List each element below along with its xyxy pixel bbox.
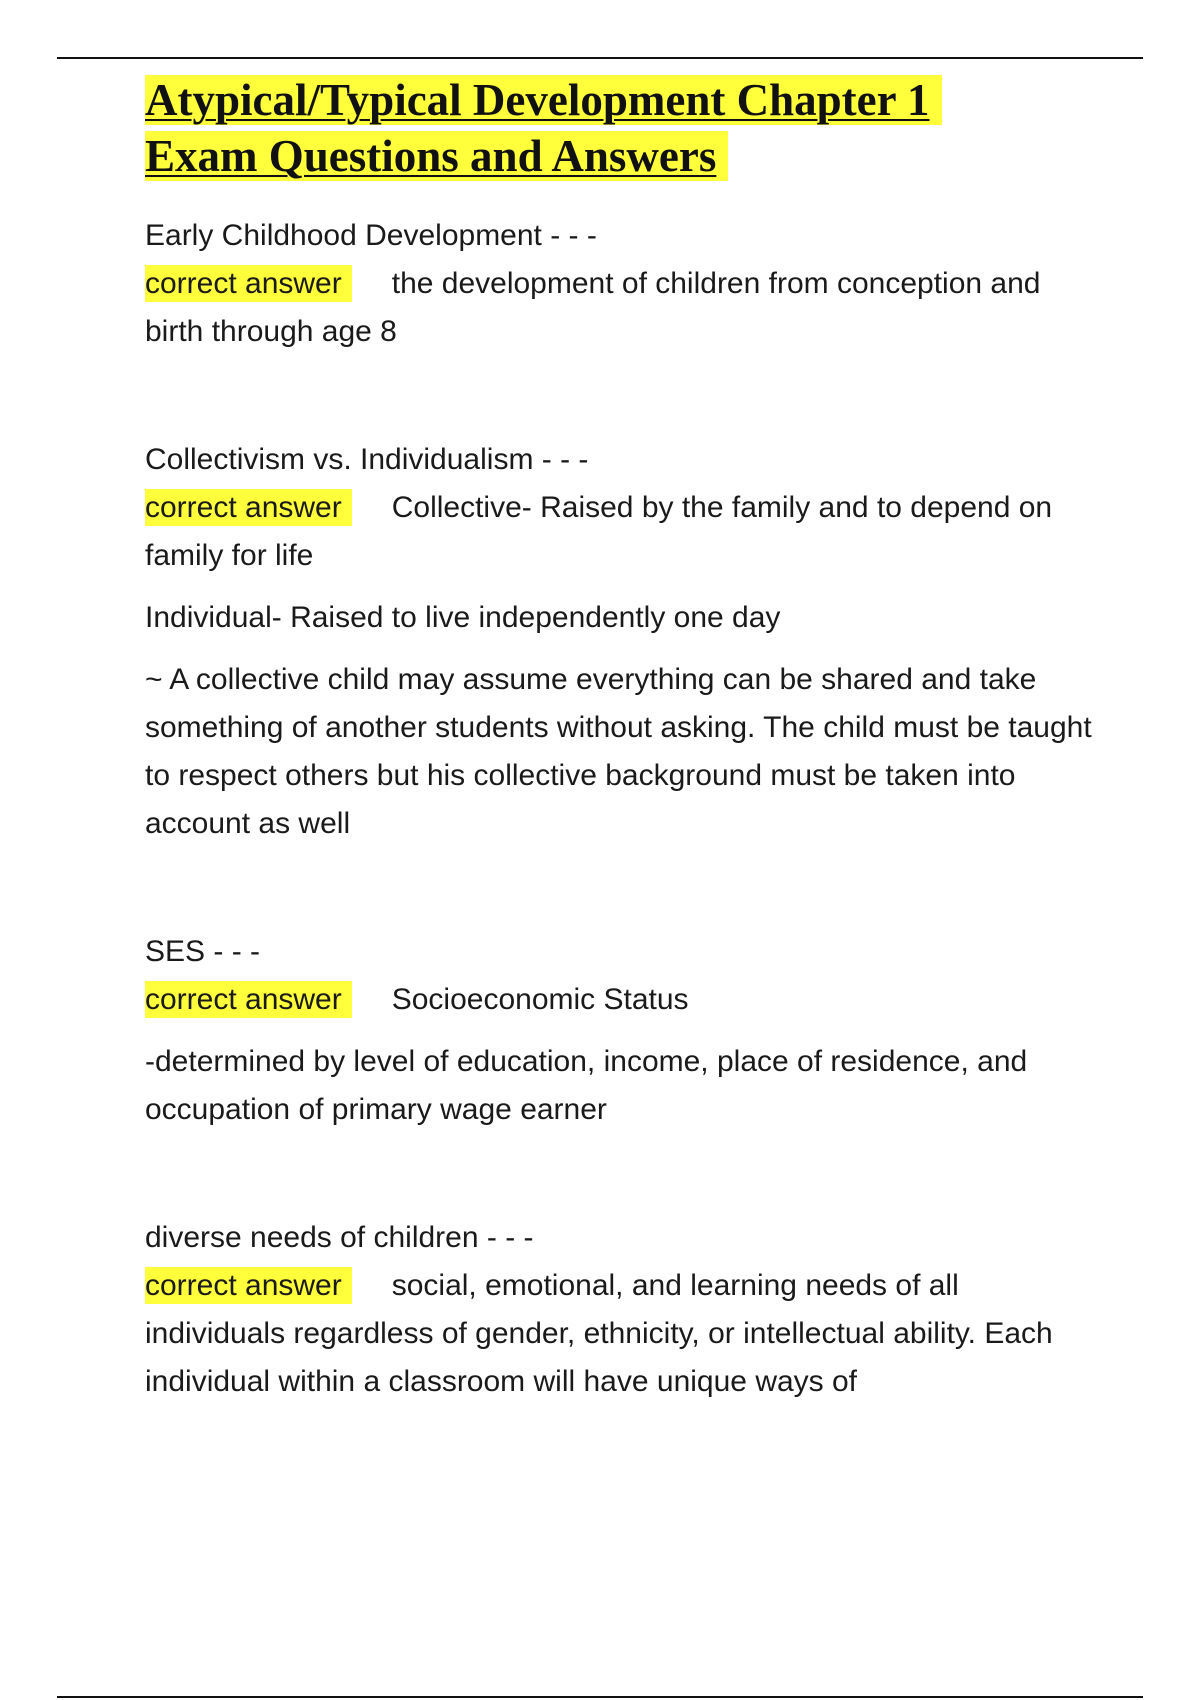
question-text: Early Childhood Development - - -: [145, 219, 597, 252]
document-title: [145, 72, 1105, 184]
answer-detail: Individual- Raised to live independently one day: [145, 601, 781, 634]
document-body: [145, 72, 1105, 1406]
answer-text: the development of children from conception and birth through age 8: [145, 267, 1041, 348]
qa-entry-collectivism: [145, 436, 1105, 848]
bottom-rule: [57, 1696, 1143, 1698]
question-text: SES - - -: [145, 935, 261, 968]
qa-entry-diverse-needs: [145, 1214, 1105, 1406]
answer-text: Socioeconomic Status: [391, 983, 689, 1016]
answer-detail: -determined by level of education, income, place of residence, and occupation of primary wage earner: [145, 1045, 1028, 1126]
top-rule: [57, 57, 1143, 59]
answer-text: social, emotional, and learning needs of all individuals regardless of gender, ethnicity, or intellectual ability. Each individual within a classroom will have unique ways of: [145, 1269, 1053, 1398]
answer-line: [145, 484, 1105, 580]
answer-line: [145, 260, 1105, 356]
title-line-2: Exam Questions and Answers: [145, 131, 728, 181]
correct-answer-label: correct answer: [145, 489, 352, 526]
question-text: Collectivism vs. Individualism - - -: [145, 443, 589, 476]
answer-line: [145, 976, 1105, 1024]
qa-entry-ses: [145, 928, 1105, 1134]
qa-entry-early-childhood: [145, 212, 1105, 356]
correct-answer-label: correct answer: [145, 1267, 352, 1304]
question-text: diverse needs of children - - -: [145, 1221, 534, 1254]
correct-answer-label: correct answer: [145, 265, 352, 302]
answer-line: [145, 1262, 1105, 1406]
answer-text: Collective- Raised by the family and to depend on family for life: [145, 491, 1053, 572]
title-line-1: Atypical/Typical Development Chapter 1: [145, 75, 942, 125]
correct-answer-label: correct answer: [145, 981, 352, 1018]
answer-detail: ~ A collective child may assume everything can be shared and take something of another students without asking. The child must be taught to respect others but his collective background must be taken into account as well: [145, 663, 1092, 840]
